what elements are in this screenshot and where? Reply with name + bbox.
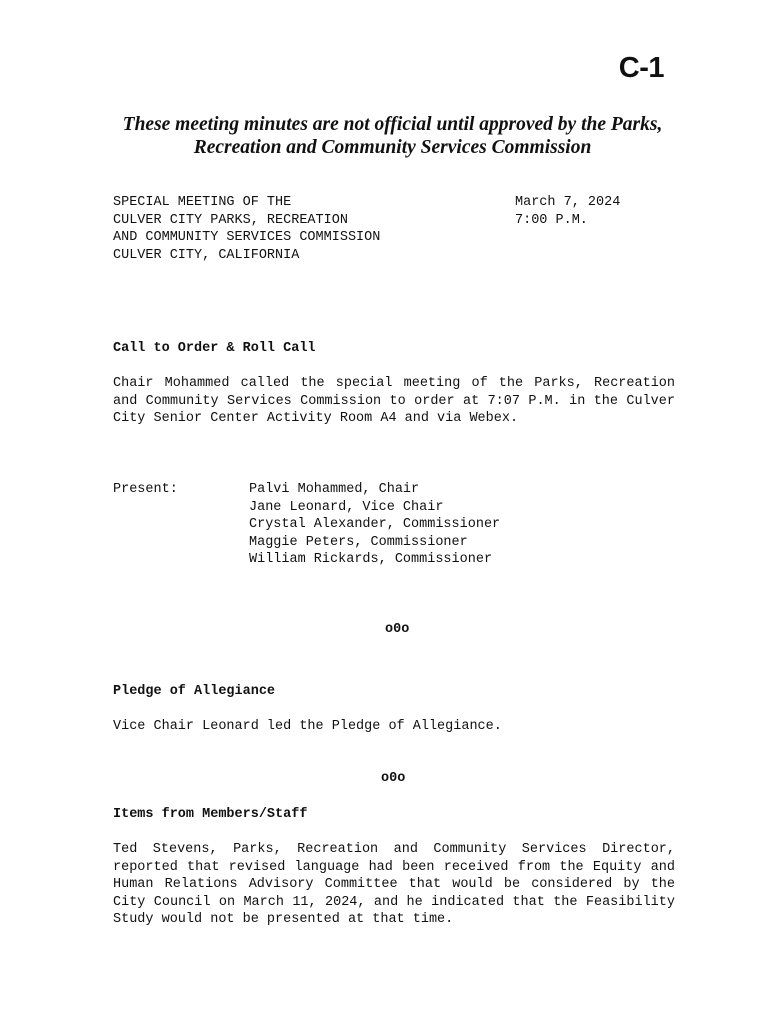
items-heading: Items from Members/Staff [113, 807, 308, 822]
pledge-text: Vice Chair Leonard led the Pledge of Allegiance. [113, 719, 502, 734]
section-separator: o0o [381, 771, 406, 786]
unofficial-minutes-disclaimer: These meeting minutes are not official until approved by the Parks, Recreation and Community Services Commission [122, 114, 663, 158]
header-line: AND COMMUNITY SERVICES COMMISSION [113, 230, 381, 246]
meeting-header-body [113, 194, 380, 264]
header-line: CULVER CITY, CALIFORNIA [113, 247, 300, 263]
present-members-list [249, 481, 500, 569]
header-line: CULVER CITY PARKS, RECREATION [113, 212, 348, 228]
items-text: Ted Stevens, Parks, Recreation and Community Services Director, reported that revised language had been received from the Equity and Human Relations Advisory Committee that would be considered by the City Council on March 11, 2024, and he indicated that the Feasibility Study would not be presented at that time. [113, 842, 675, 928]
section-separator: o0o [385, 622, 410, 637]
pledge-heading: Pledge of Allegiance [113, 684, 276, 699]
agenda-item-code: C-1 [618, 52, 664, 84]
member-entry: Crystal Alexander, Commissioner [249, 517, 501, 533]
call-to-order-heading: Call to Order & Roll Call [113, 341, 316, 356]
member-entry: Maggie Peters, Commissioner [249, 534, 468, 550]
present-label: Present: [113, 482, 178, 497]
member-entry: Jane Leonard, Vice Chair [249, 499, 444, 515]
header-line: SPECIAL MEETING OF THE [113, 195, 292, 210]
meeting-time: 7:00 P.M. [515, 212, 588, 228]
meeting-header-datetime [515, 194, 620, 229]
call-to-order-text: Chair Mohammed called the special meeting of the Parks, Recreation and Community Services Commission to order at 7:07 P.M. in the Culver City Senior Center Activity Room A4 and via Webex. [113, 376, 675, 427]
meeting-date: March 7, 2024 [515, 195, 621, 210]
member-entry: William Rickards, Commissioner [249, 552, 493, 568]
member-entry: Palvi Mohammed, Chair [249, 482, 420, 497]
